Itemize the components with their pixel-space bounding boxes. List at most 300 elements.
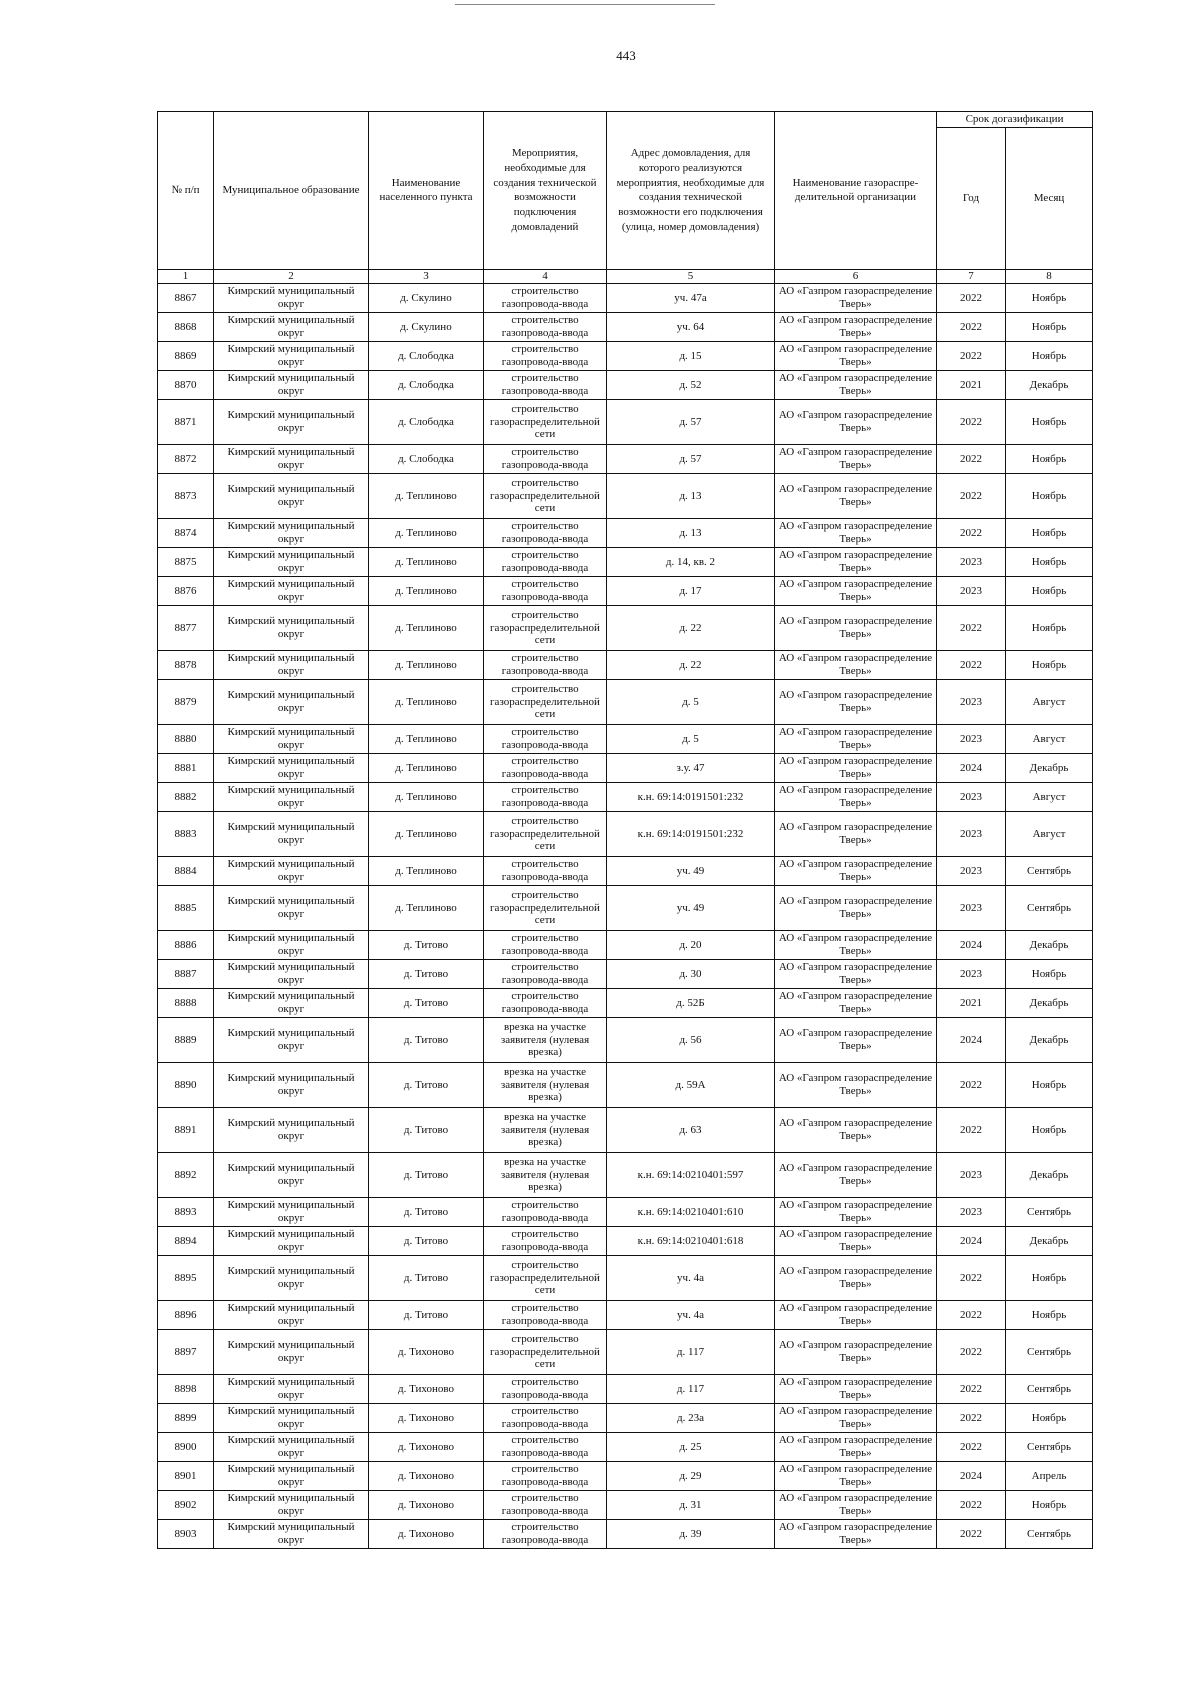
row-measure: строительство газопровода-ввода: [484, 1490, 607, 1519]
table-row: [158, 1017, 1093, 1062]
row-month: Сентябрь: [1006, 1197, 1093, 1226]
row-num: 8890: [158, 1062, 214, 1107]
row-measure: строительство газораспределительной сети: [484, 399, 607, 444]
row-municipality: Кимрский муниципальный округ: [214, 1490, 369, 1519]
row-year: 2022: [937, 1107, 1006, 1152]
row-gas-org: АО «Газпром газораспределение Тверь»: [775, 1197, 937, 1226]
header-deadline: Срок догазификации: [937, 112, 1093, 128]
row-settlement: д. Титово: [369, 1300, 484, 1329]
table-row: [158, 1490, 1093, 1519]
row-measure: строительство газопровода-ввода: [484, 959, 607, 988]
row-measure: строительство газопровода-ввода: [484, 283, 607, 312]
row-address: д. 56: [607, 1017, 775, 1062]
page-number: 443: [616, 48, 636, 63]
row-gas-org: АО «Газпром газораспределение Тверь»: [775, 1062, 937, 1107]
row-measure: строительство газопровода-ввода: [484, 1374, 607, 1403]
row-year: 2024: [937, 1017, 1006, 1062]
row-month: Декабрь: [1006, 930, 1093, 959]
row-settlement: д. Слободка: [369, 399, 484, 444]
row-gas-org: АО «Газпром газораспределение Тверь»: [775, 856, 937, 885]
row-year: 2023: [937, 547, 1006, 576]
row-address: д. 29: [607, 1461, 775, 1490]
row-year: 2021: [937, 988, 1006, 1017]
row-gas-org: АО «Газпром газораспределение Тверь»: [775, 1226, 937, 1255]
row-municipality: Кимрский муниципальный округ: [214, 885, 369, 930]
row-measure: строительство газопровода-ввода: [484, 341, 607, 370]
row-gas-org: АО «Газпром газораспределение Тверь»: [775, 782, 937, 811]
row-settlement: д. Теплиново: [369, 518, 484, 547]
row-address: д. 30: [607, 959, 775, 988]
row-year: 2022: [937, 473, 1006, 518]
row-month: Ноябрь: [1006, 1062, 1093, 1107]
row-num: 8897: [158, 1329, 214, 1374]
row-municipality: Кимрский муниципальный округ: [214, 1062, 369, 1107]
row-settlement: д. Тихоново: [369, 1374, 484, 1403]
row-month: Декабрь: [1006, 370, 1093, 399]
row-num: 8884: [158, 856, 214, 885]
row-month: Ноябрь: [1006, 518, 1093, 547]
row-settlement: д. Слободка: [369, 341, 484, 370]
row-month: Декабрь: [1006, 1152, 1093, 1197]
row-gas-org: АО «Газпром газораспределение Тверь»: [775, 679, 937, 724]
row-settlement: д. Тихоново: [369, 1403, 484, 1432]
row-municipality: Кимрский муниципальный округ: [214, 312, 369, 341]
row-address: уч. 47а: [607, 283, 775, 312]
row-year: 2022: [937, 312, 1006, 341]
table-row: [158, 959, 1093, 988]
table-row: [158, 885, 1093, 930]
row-year: 2024: [937, 930, 1006, 959]
table-row: [158, 444, 1093, 473]
row-num: 8872: [158, 444, 214, 473]
row-gas-org: АО «Газпром газораспределение Тверь»: [775, 473, 937, 518]
table-row: [158, 1432, 1093, 1461]
row-year: 2022: [937, 1490, 1006, 1519]
table-row: [158, 283, 1093, 312]
row-address: д. 5: [607, 724, 775, 753]
row-num: 8882: [158, 782, 214, 811]
row-address: уч. 4а: [607, 1300, 775, 1329]
row-measure: строительство газораспределительной сети: [484, 679, 607, 724]
row-gas-org: АО «Газпром газораспределение Тверь»: [775, 1490, 937, 1519]
row-address: з.у. 47: [607, 753, 775, 782]
table-row: [158, 1255, 1093, 1300]
row-month: Ноябрь: [1006, 1255, 1093, 1300]
row-month: Декабрь: [1006, 1017, 1093, 1062]
row-month: Ноябрь: [1006, 1107, 1093, 1152]
top-rule: [455, 4, 715, 5]
row-num: 8885: [158, 885, 214, 930]
row-num: 8895: [158, 1255, 214, 1300]
row-month: Ноябрь: [1006, 444, 1093, 473]
row-month: Декабрь: [1006, 988, 1093, 1017]
row-gas-org: АО «Газпром газораспределение Тверь»: [775, 1432, 937, 1461]
header-gas-org: Наименование газораспре-делительной организации: [775, 112, 937, 270]
row-municipality: Кимрский муниципальный округ: [214, 930, 369, 959]
row-municipality: Кимрский муниципальный округ: [214, 1197, 369, 1226]
row-num: 8881: [158, 753, 214, 782]
row-municipality: Кимрский муниципальный округ: [214, 782, 369, 811]
row-address: уч. 49: [607, 885, 775, 930]
row-num: 8873: [158, 473, 214, 518]
row-month: Август: [1006, 811, 1093, 856]
table-row: [158, 473, 1093, 518]
row-municipality: Кимрский муниципальный округ: [214, 650, 369, 679]
header-month: Месяц: [1006, 127, 1093, 269]
column-number: 7: [937, 269, 1006, 283]
row-settlement: д. Теплиново: [369, 576, 484, 605]
row-month: Август: [1006, 679, 1093, 724]
table-row: [158, 1197, 1093, 1226]
header-measures: Мероприятия, необходимые для создания технической возможности подключения домовладений: [484, 112, 607, 270]
table-row: [158, 782, 1093, 811]
row-address: д. 39: [607, 1519, 775, 1548]
row-measure: строительство газопровода-ввода: [484, 1519, 607, 1548]
row-measure: строительство газораспределительной сети: [484, 1255, 607, 1300]
row-measure: строительство газопровода-ввода: [484, 650, 607, 679]
row-gas-org: АО «Газпром газораспределение Тверь»: [775, 1017, 937, 1062]
row-address: д. 22: [607, 605, 775, 650]
row-measure: строительство газопровода-ввода: [484, 312, 607, 341]
row-measure: строительство газопровода-ввода: [484, 1300, 607, 1329]
row-municipality: Кимрский муниципальный округ: [214, 370, 369, 399]
row-municipality: Кимрский муниципальный округ: [214, 605, 369, 650]
row-num: 8887: [158, 959, 214, 988]
row-settlement: д. Тихоново: [369, 1461, 484, 1490]
table-row: [158, 547, 1093, 576]
row-measure: строительство газопровода-ввода: [484, 1226, 607, 1255]
row-measure: строительство газопровода-ввода: [484, 576, 607, 605]
table-row: [158, 312, 1093, 341]
row-municipality: Кимрский муниципальный округ: [214, 1461, 369, 1490]
column-number: 1: [158, 269, 214, 283]
row-address: д. 63: [607, 1107, 775, 1152]
row-settlement: д. Титово: [369, 1226, 484, 1255]
row-address: д. 25: [607, 1432, 775, 1461]
row-address: д. 22: [607, 650, 775, 679]
row-settlement: д. Тихоново: [369, 1519, 484, 1548]
row-num: 8883: [158, 811, 214, 856]
row-num: 8900: [158, 1432, 214, 1461]
row-measure: строительство газопровода-ввода: [484, 547, 607, 576]
table-row: [158, 518, 1093, 547]
row-num: 8868: [158, 312, 214, 341]
row-gas-org: АО «Газпром газораспределение Тверь»: [775, 988, 937, 1017]
header-municipality: Муниципальное образование: [214, 112, 369, 270]
row-address: д. 20: [607, 930, 775, 959]
row-month: Сентябрь: [1006, 885, 1093, 930]
row-municipality: Кимрский муниципальный округ: [214, 576, 369, 605]
row-year: 2021: [937, 370, 1006, 399]
table-row: [158, 1519, 1093, 1548]
row-address: д. 13: [607, 518, 775, 547]
table-row: [158, 1226, 1093, 1255]
row-gas-org: АО «Газпром газораспределение Тверь»: [775, 1461, 937, 1490]
row-measure: строительство газораспределительной сети: [484, 473, 607, 518]
row-municipality: Кимрский муниципальный округ: [214, 1432, 369, 1461]
row-municipality: Кимрский муниципальный округ: [214, 1107, 369, 1152]
row-gas-org: АО «Газпром газораспределение Тверь»: [775, 1519, 937, 1548]
row-measure: строительство газопровода-ввода: [484, 724, 607, 753]
row-num: 8899: [158, 1403, 214, 1432]
row-month: Ноябрь: [1006, 547, 1093, 576]
table-row: [158, 650, 1093, 679]
row-gas-org: АО «Газпром газораспределение Тверь»: [775, 1329, 937, 1374]
row-measure: строительство газопровода-ввода: [484, 1197, 607, 1226]
row-month: Август: [1006, 782, 1093, 811]
row-num: 8891: [158, 1107, 214, 1152]
row-address: к.н. 69:14:0191501:232: [607, 811, 775, 856]
row-year: 2022: [937, 605, 1006, 650]
row-year: 2023: [937, 856, 1006, 885]
row-municipality: Кимрский муниципальный округ: [214, 988, 369, 1017]
row-address: к.н. 69:14:0191501:232: [607, 782, 775, 811]
header-year: Год: [937, 127, 1006, 269]
row-settlement: д. Теплиново: [369, 753, 484, 782]
row-municipality: Кимрский муниципальный округ: [214, 679, 369, 724]
row-year: 2023: [937, 576, 1006, 605]
row-year: 2023: [937, 679, 1006, 724]
row-gas-org: АО «Газпром газораспределение Тверь»: [775, 370, 937, 399]
row-num: 8879: [158, 679, 214, 724]
row-gas-org: АО «Газпром газораспределение Тверь»: [775, 576, 937, 605]
row-year: 2023: [937, 959, 1006, 988]
row-measure: врезка на участке заявителя (нулевая врезка): [484, 1107, 607, 1152]
row-settlement: д. Тихоново: [369, 1329, 484, 1374]
row-year: 2022: [937, 518, 1006, 547]
row-measure: строительство газопровода-ввода: [484, 518, 607, 547]
row-address: д. 52: [607, 370, 775, 399]
row-year: 2022: [937, 650, 1006, 679]
row-settlement: д. Титово: [369, 959, 484, 988]
row-measure: строительство газораспределительной сети: [484, 605, 607, 650]
column-number: 5: [607, 269, 775, 283]
header-address: Адрес домовладения, для которого реализуются мероприятия, необходимые для создания технической возможности его подключения (улица, номер домовладения): [607, 112, 775, 270]
row-year: 2022: [937, 1374, 1006, 1403]
row-year: 2024: [937, 1461, 1006, 1490]
row-num: 8888: [158, 988, 214, 1017]
row-settlement: д. Тихоново: [369, 1432, 484, 1461]
row-gas-org: АО «Газпром газораспределение Тверь»: [775, 547, 937, 576]
row-municipality: Кимрский муниципальный округ: [214, 341, 369, 370]
row-municipality: Кимрский муниципальный округ: [214, 753, 369, 782]
row-address: д. 23а: [607, 1403, 775, 1432]
row-year: 2022: [937, 444, 1006, 473]
row-month: Ноябрь: [1006, 1403, 1093, 1432]
row-address: д. 117: [607, 1374, 775, 1403]
row-month: Декабрь: [1006, 1226, 1093, 1255]
row-settlement: д. Титово: [369, 1062, 484, 1107]
row-num: 8903: [158, 1519, 214, 1548]
row-year: 2023: [937, 1197, 1006, 1226]
row-num: 8876: [158, 576, 214, 605]
row-num: 8871: [158, 399, 214, 444]
table-row: [158, 576, 1093, 605]
row-settlement: д. Слободка: [369, 444, 484, 473]
row-gas-org: АО «Газпром газораспределение Тверь»: [775, 399, 937, 444]
row-year: 2022: [937, 283, 1006, 312]
row-measure: строительство газопровода-ввода: [484, 856, 607, 885]
row-gas-org: АО «Газпром газораспределение Тверь»: [775, 1152, 937, 1197]
row-address: д. 5: [607, 679, 775, 724]
row-gas-org: АО «Газпром газораспределение Тверь»: [775, 885, 937, 930]
row-settlement: д. Тихоново: [369, 1490, 484, 1519]
row-address: уч. 49: [607, 856, 775, 885]
row-num: 8867: [158, 283, 214, 312]
table-row: [158, 1461, 1093, 1490]
row-municipality: Кимрский муниципальный округ: [214, 518, 369, 547]
row-gas-org: АО «Газпром газораспределение Тверь»: [775, 1374, 937, 1403]
header-num: № п/п: [158, 112, 214, 270]
row-settlement: д. Теплиново: [369, 724, 484, 753]
row-gas-org: АО «Газпром газораспределение Тверь»: [775, 959, 937, 988]
row-year: 2023: [937, 885, 1006, 930]
row-address: уч. 64: [607, 312, 775, 341]
row-num: 8875: [158, 547, 214, 576]
row-settlement: д. Теплиново: [369, 650, 484, 679]
row-num: 8902: [158, 1490, 214, 1519]
row-gas-org: АО «Газпром газораспределение Тверь»: [775, 650, 937, 679]
row-month: Ноябрь: [1006, 1300, 1093, 1329]
column-number: 3: [369, 269, 484, 283]
row-month: Сентябрь: [1006, 1329, 1093, 1374]
row-year: 2022: [937, 1255, 1006, 1300]
row-address: д. 14, кв. 2: [607, 547, 775, 576]
row-gas-org: АО «Газпром газораспределение Тверь»: [775, 1107, 937, 1152]
column-numbers-row: [158, 269, 1093, 283]
row-measure: строительство газопровода-ввода: [484, 1461, 607, 1490]
row-address: д. 31: [607, 1490, 775, 1519]
row-year: 2022: [937, 1432, 1006, 1461]
table-row: [158, 724, 1093, 753]
row-address: д. 52Б: [607, 988, 775, 1017]
column-number: 2: [214, 269, 369, 283]
row-num: 8869: [158, 341, 214, 370]
row-gas-org: АО «Газпром газораспределение Тверь»: [775, 605, 937, 650]
row-month: Декабрь: [1006, 753, 1093, 782]
row-address: к.н. 69:14:0210401:597: [607, 1152, 775, 1197]
row-municipality: Кимрский муниципальный округ: [214, 399, 369, 444]
row-gas-org: АО «Газпром газораспределение Тверь»: [775, 283, 937, 312]
row-municipality: Кимрский муниципальный округ: [214, 724, 369, 753]
row-settlement: д. Теплиново: [369, 811, 484, 856]
row-month: Ноябрь: [1006, 473, 1093, 518]
row-year: 2024: [937, 1226, 1006, 1255]
table-row: [158, 1300, 1093, 1329]
row-address: д. 57: [607, 444, 775, 473]
row-municipality: Кимрский муниципальный округ: [214, 1017, 369, 1062]
row-address: уч. 4а: [607, 1255, 775, 1300]
row-address: д. 13: [607, 473, 775, 518]
row-num: 8892: [158, 1152, 214, 1197]
row-settlement: д. Теплиново: [369, 885, 484, 930]
row-month: Ноябрь: [1006, 341, 1093, 370]
row-num: 8901: [158, 1461, 214, 1490]
row-month: Ноябрь: [1006, 605, 1093, 650]
row-num: 8880: [158, 724, 214, 753]
row-month: Ноябрь: [1006, 1490, 1093, 1519]
row-address: д. 15: [607, 341, 775, 370]
row-settlement: д. Титово: [369, 1017, 484, 1062]
row-settlement: д. Титово: [369, 1197, 484, 1226]
row-measure: строительство газопровода-ввода: [484, 753, 607, 782]
row-num: 8886: [158, 930, 214, 959]
row-year: 2022: [937, 1062, 1006, 1107]
table-row: [158, 856, 1093, 885]
row-settlement: д. Титово: [369, 1107, 484, 1152]
row-measure: строительство газораспределительной сети: [484, 811, 607, 856]
row-num: 8874: [158, 518, 214, 547]
table-row: [158, 988, 1093, 1017]
row-month: Сентябрь: [1006, 856, 1093, 885]
row-measure: врезка на участке заявителя (нулевая врезка): [484, 1062, 607, 1107]
row-month: Сентябрь: [1006, 1519, 1093, 1548]
row-settlement: д. Теплиново: [369, 473, 484, 518]
row-settlement: д. Скулино: [369, 283, 484, 312]
gasification-table: [157, 111, 1093, 1549]
row-month: Ноябрь: [1006, 283, 1093, 312]
row-address: д. 57: [607, 399, 775, 444]
column-number: 8: [1006, 269, 1093, 283]
row-municipality: Кимрский муниципальный округ: [214, 1519, 369, 1548]
row-settlement: д. Титово: [369, 1255, 484, 1300]
row-measure: врезка на участке заявителя (нулевая врезка): [484, 1017, 607, 1062]
row-municipality: Кимрский муниципальный округ: [214, 811, 369, 856]
row-year: 2023: [937, 782, 1006, 811]
row-gas-org: АО «Газпром газораспределение Тверь»: [775, 341, 937, 370]
row-gas-org: АО «Газпром газораспределение Тверь»: [775, 930, 937, 959]
row-month: Ноябрь: [1006, 576, 1093, 605]
row-month: Август: [1006, 724, 1093, 753]
table-row: [158, 679, 1093, 724]
row-year: 2023: [937, 724, 1006, 753]
table-row: [158, 753, 1093, 782]
row-year: 2023: [937, 1152, 1006, 1197]
row-gas-org: АО «Газпром газораспределение Тверь»: [775, 724, 937, 753]
row-month: Ноябрь: [1006, 650, 1093, 679]
table-row: [158, 1062, 1093, 1107]
row-num: 8898: [158, 1374, 214, 1403]
row-municipality: Кимрский муниципальный округ: [214, 1403, 369, 1432]
row-municipality: Кимрский муниципальный округ: [214, 856, 369, 885]
column-number: 4: [484, 269, 607, 283]
row-measure: строительство газопровода-ввода: [484, 782, 607, 811]
table-row: [158, 399, 1093, 444]
row-num: 8894: [158, 1226, 214, 1255]
row-gas-org: АО «Газпром газораспределение Тверь»: [775, 753, 937, 782]
row-year: 2022: [937, 1403, 1006, 1432]
row-settlement: д. Теплиново: [369, 679, 484, 724]
row-gas-org: АО «Газпром газораспределение Тверь»: [775, 1255, 937, 1300]
row-municipality: Кимрский муниципальный округ: [214, 959, 369, 988]
row-year: 2022: [937, 341, 1006, 370]
row-municipality: Кимрский муниципальный округ: [214, 1255, 369, 1300]
row-month: Ноябрь: [1006, 312, 1093, 341]
row-address: к.н. 69:14:0210401:618: [607, 1226, 775, 1255]
table-row: [158, 605, 1093, 650]
row-municipality: Кимрский муниципальный округ: [214, 283, 369, 312]
row-gas-org: АО «Газпром газораспределение Тверь»: [775, 444, 937, 473]
row-measure: строительство газопровода-ввода: [484, 1403, 607, 1432]
row-num: 8896: [158, 1300, 214, 1329]
row-settlement: д. Слободка: [369, 370, 484, 399]
row-settlement: д. Теплиново: [369, 782, 484, 811]
row-month: Апрель: [1006, 1461, 1093, 1490]
row-measure: строительство газопровода-ввода: [484, 988, 607, 1017]
row-measure: строительство газораспределительной сети: [484, 885, 607, 930]
row-measure: врезка на участке заявителя (нулевая врезка): [484, 1152, 607, 1197]
row-month: Ноябрь: [1006, 959, 1093, 988]
